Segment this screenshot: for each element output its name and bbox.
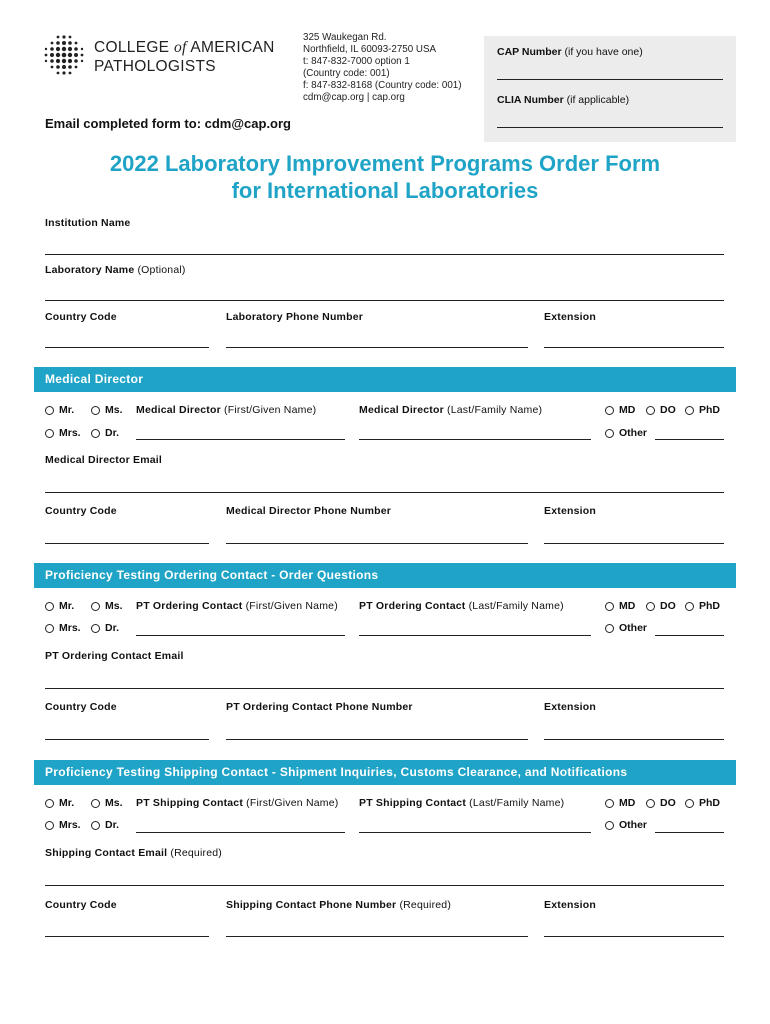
medical-director-section-bar: Medical Director — [34, 367, 736, 392]
radio-icon — [685, 602, 694, 611]
logo-line1-of: of — [173, 39, 187, 56]
md-email-field[interactable] — [45, 492, 724, 493]
radio-icon — [91, 429, 100, 438]
laboratory-name-label: Laboratory Name (Optional) — [45, 264, 186, 276]
radio-icon — [91, 799, 100, 808]
cap-logo-text — [94, 38, 275, 76]
lab-extension-field[interactable] — [544, 347, 724, 348]
pts-salutation-mr[interactable]: Mr. — [45, 797, 74, 809]
md-degree-phd[interactable]: PhD — [685, 404, 720, 416]
logo-line1-b: AMERICAN — [190, 39, 275, 56]
address-email-web: cdm@cap.org | cap.org — [303, 92, 405, 103]
pto-salutation-mrs[interactable]: Mrs. — [45, 622, 81, 634]
pts-country-code-field[interactable] — [45, 936, 209, 937]
clia-number-field[interactable] — [497, 127, 723, 128]
pto-email-field[interactable] — [45, 688, 724, 689]
radio-icon — [45, 602, 54, 611]
radio-icon — [45, 429, 54, 438]
radio-icon — [646, 799, 655, 808]
pts-first-name-label: PT Shipping Contact (First/Given Name) — [136, 797, 339, 809]
address-phone: t: 847-832-7000 option 1 — [303, 56, 410, 67]
pts-first-name-field[interactable] — [136, 832, 345, 833]
md-phone-label: Medical Director Phone Number — [226, 505, 392, 517]
md-first-name-label: Medical Director (First/Given Name) — [136, 404, 317, 416]
radio-icon — [45, 624, 54, 633]
cap-logo — [42, 34, 292, 84]
radio-icon — [605, 624, 614, 633]
address-phone-country: (Country code: 001) — [303, 68, 390, 79]
radio-icon — [91, 624, 100, 633]
pts-salutation-dr[interactable]: Dr. — [91, 819, 119, 831]
pto-salutation-mr[interactable]: Mr. — [45, 600, 74, 612]
cap-number-box — [484, 36, 736, 142]
institution-name-field[interactable] — [45, 254, 724, 255]
md-degree-other-field[interactable] — [655, 439, 724, 440]
pts-degree-md[interactable]: MD — [605, 797, 635, 809]
pto-phone-field[interactable] — [226, 739, 528, 740]
pto-degree-other-field[interactable] — [655, 635, 724, 636]
md-email-label: Medical Director Email — [45, 454, 163, 466]
logo-line1-a: COLLEGE — [94, 39, 170, 56]
form-title — [0, 150, 770, 204]
pto-salutation-ms[interactable]: Ms. — [91, 600, 123, 612]
radio-icon — [605, 602, 614, 611]
clia-number-label: CLIA Number (if applicable) — [497, 94, 630, 106]
radio-icon — [605, 429, 614, 438]
pts-country-code-label: Country Code — [45, 899, 117, 911]
form-title-line2: for International Laboratories — [231, 178, 539, 203]
pto-last-name-field[interactable] — [359, 635, 591, 636]
pt-shipping-section-bar: Proficiency Testing Shipping Contact - Shipment Inquiries, Customs Clearance, and Notifications — [34, 760, 736, 785]
radio-icon — [646, 406, 655, 415]
pto-degree-do[interactable]: DO — [646, 600, 676, 612]
laboratory-name-field[interactable] — [45, 300, 724, 301]
lab-country-code-label: Country Code — [45, 311, 117, 323]
lab-country-code-field[interactable] — [45, 347, 209, 348]
md-first-name-field[interactable] — [136, 439, 345, 440]
md-salutation-mr[interactable]: Mr. — [45, 404, 74, 416]
pts-phone-field[interactable] — [226, 936, 528, 937]
pto-first-name-label: PT Ordering Contact (First/Given Name) — [136, 600, 338, 612]
pto-degree-phd[interactable]: PhD — [685, 600, 720, 612]
lab-phone-label: Laboratory Phone Number — [226, 311, 364, 323]
pts-degree-do[interactable]: DO — [646, 797, 676, 809]
institution-name-label: Institution Name — [45, 217, 131, 229]
md-degree-md[interactable]: MD — [605, 404, 635, 416]
md-country-code-field[interactable] — [45, 543, 209, 544]
radio-icon — [605, 406, 614, 415]
cap-address — [303, 32, 461, 104]
md-country-code-label: Country Code — [45, 505, 117, 517]
email-instruction: Email completed form to: cdm@cap.org — [45, 116, 291, 131]
md-extension-label: Extension — [544, 505, 596, 517]
cap-number-label: CAP Number (if you have one) — [497, 46, 643, 58]
radio-icon — [646, 602, 655, 611]
pts-degree-other-field[interactable] — [655, 832, 724, 833]
pto-degree-other[interactable]: Other — [605, 622, 647, 634]
pto-degree-md[interactable]: MD — [605, 600, 635, 612]
radio-icon — [45, 406, 54, 415]
lab-phone-field[interactable] — [226, 347, 528, 348]
radio-icon — [91, 406, 100, 415]
pto-country-code-field[interactable] — [45, 739, 209, 740]
pts-email-field[interactable] — [45, 885, 724, 886]
address-city: Northfield, IL 60093-2750 USA — [303, 44, 437, 55]
md-extension-field[interactable] — [544, 543, 724, 544]
radio-icon — [685, 406, 694, 415]
pt-ordering-section-bar: Proficiency Testing Ordering Contact - Order Questions — [34, 563, 736, 588]
cap-number-field[interactable] — [497, 79, 723, 80]
md-last-name-label: Medical Director (Last/Family Name) — [359, 404, 543, 416]
radio-icon — [91, 821, 100, 830]
radio-icon — [91, 602, 100, 611]
md-last-name-field[interactable] — [359, 439, 591, 440]
pts-last-name-label: PT Shipping Contact (Last/Family Name) — [359, 797, 565, 809]
pts-phone-label: Shipping Contact Phone Number (Required) — [226, 899, 452, 911]
pts-salutation-mrs[interactable]: Mrs. — [45, 819, 81, 831]
lab-extension-label: Extension — [544, 311, 596, 323]
md-phone-field[interactable] — [226, 543, 528, 544]
md-degree-do[interactable]: DO — [646, 404, 676, 416]
pto-phone-label: PT Ordering Contact Phone Number — [226, 701, 413, 713]
logo-line2: PATHOLOGISTS — [94, 58, 216, 75]
address-fax: f: 847-832-8168 (Country code: 001) — [303, 80, 462, 91]
radio-icon — [685, 799, 694, 808]
pts-degree-other[interactable]: Other — [605, 819, 647, 831]
pto-salutation-dr[interactable]: Dr. — [91, 622, 119, 634]
pts-salutation-ms[interactable]: Ms. — [91, 797, 123, 809]
pts-extension-field[interactable] — [544, 936, 724, 937]
md-degree-other[interactable]: Other — [605, 427, 647, 439]
cap-logo-dots-icon — [42, 34, 86, 78]
address-street: 325 Waukegan Rd. — [303, 32, 387, 43]
pto-last-name-label: PT Ordering Contact (Last/Family Name) — [359, 600, 564, 612]
form-title-line1: 2022 Laboratory Improvement Programs Order Form — [109, 151, 661, 176]
radio-icon — [45, 821, 54, 830]
pts-email-label: Shipping Contact Email (Required) — [45, 847, 222, 859]
pto-extension-field[interactable] — [544, 739, 724, 740]
pts-extension-label: Extension — [544, 899, 596, 911]
md-salutation-ms[interactable]: Ms. — [91, 404, 123, 416]
pto-email-label: PT Ordering Contact Email — [45, 650, 184, 662]
md-salutation-mrs[interactable]: Mrs. — [45, 427, 81, 439]
radio-icon — [605, 799, 614, 808]
pto-country-code-label: Country Code — [45, 701, 117, 713]
pto-first-name-field[interactable] — [136, 635, 345, 636]
pto-extension-label: Extension — [544, 701, 596, 713]
pts-degree-phd[interactable]: PhD — [685, 797, 720, 809]
radio-icon — [605, 821, 614, 830]
md-salutation-dr[interactable]: Dr. — [91, 427, 119, 439]
pts-last-name-field[interactable] — [359, 832, 591, 833]
radio-icon — [45, 799, 54, 808]
